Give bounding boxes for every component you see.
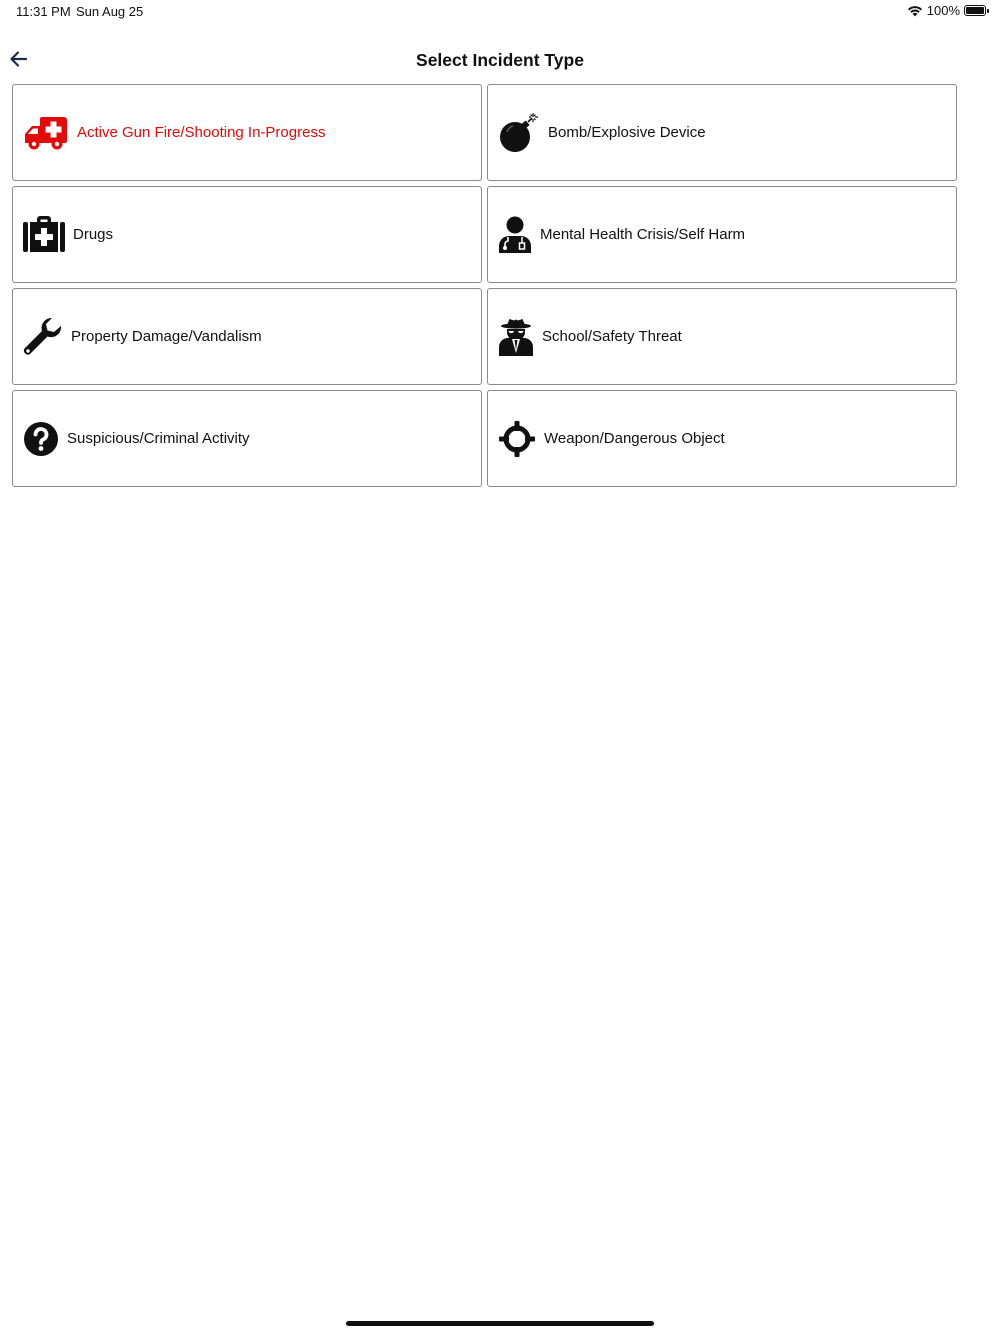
incident-card-label: Drugs — [73, 226, 114, 243]
incident-card-label: Mental Health Crisis/Self Harm — [540, 226, 746, 243]
status-date: Sun Aug 25 — [76, 4, 144, 19]
bomb-icon — [498, 112, 540, 154]
incident-card-property-damage[interactable] — [12, 288, 482, 385]
nav-bar — [0, 40, 1000, 80]
doctor-icon — [498, 216, 532, 254]
incident-card-suspicious-activity[interactable] — [12, 390, 482, 487]
crosshairs-icon — [498, 420, 536, 458]
status-indicators — [907, 3, 986, 18]
ambulance-icon — [23, 115, 69, 151]
wifi-icon — [907, 5, 923, 17]
incident-card-active-gun-fire[interactable] — [12, 84, 482, 181]
incident-card-label: Active Gun Fire/Shooting In-Progress — [77, 124, 326, 141]
incident-card-drugs[interactable] — [12, 186, 482, 283]
first-aid-kit-icon — [23, 216, 65, 254]
status-time: 11:31 PM — [16, 4, 71, 19]
wrench-icon — [23, 317, 63, 357]
battery-icon — [964, 5, 986, 16]
incident-card-weapon[interactable] — [487, 390, 957, 487]
incident-card-label: Property Damage/Vandalism — [71, 328, 262, 345]
home-indicator — [346, 1321, 654, 1326]
incident-card-bomb[interactable] — [487, 84, 957, 181]
incident-card-mental-health[interactable] — [487, 186, 957, 283]
incident-card-label: Bomb/Explosive Device — [548, 124, 706, 141]
incident-card-label: School/Safety Threat — [542, 328, 682, 345]
incident-card-label: Weapon/Dangerous Object — [544, 430, 725, 447]
spy-icon — [498, 317, 534, 357]
battery-percent: 100% — [926, 3, 960, 18]
incident-card-school-safety-threat[interactable] — [487, 288, 957, 385]
incident-type-grid — [12, 84, 957, 487]
incident-card-label: Suspicious/Criminal Activity — [67, 430, 250, 447]
page-title: Select Incident Type — [416, 50, 584, 70]
status-bar — [0, 0, 1000, 24]
question-circle-icon — [23, 421, 59, 457]
